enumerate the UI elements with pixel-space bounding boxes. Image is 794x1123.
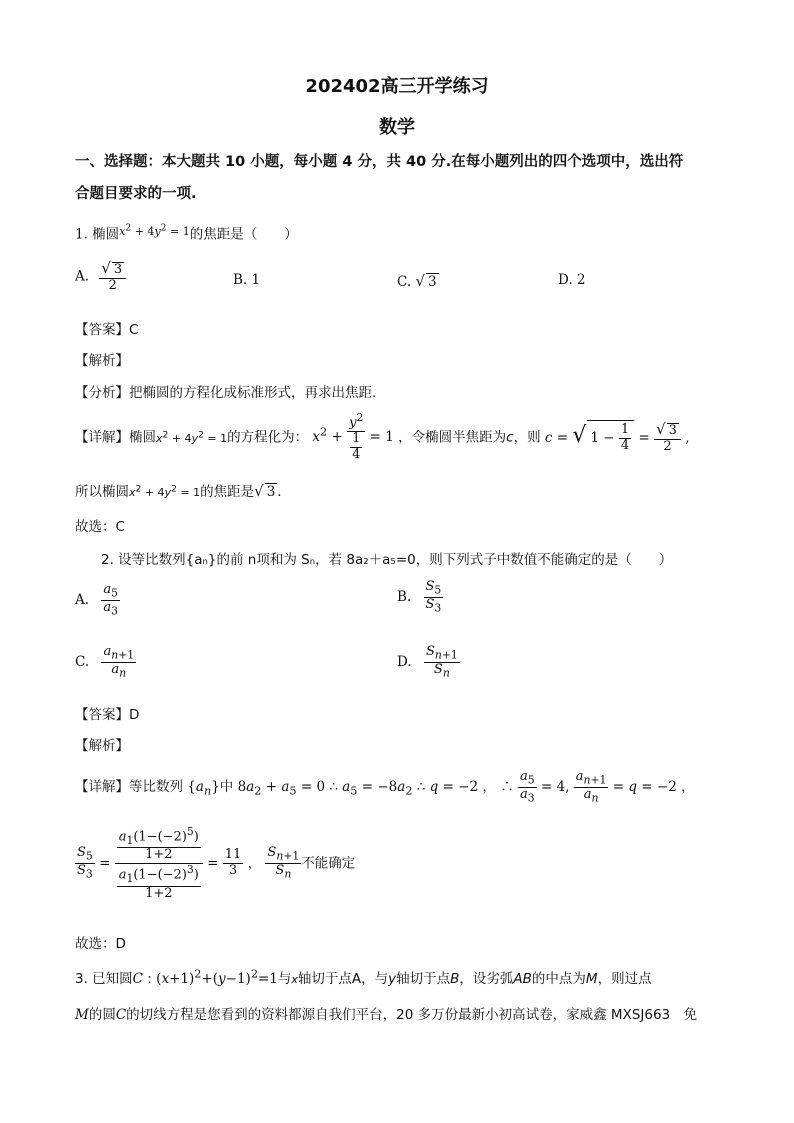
q1-analysis-tag: 【解析】 [75, 353, 129, 369]
q2-option-c: C. $\frac{a_{n+1}}{a_n}$ [75, 644, 135, 680]
q1-option-b: B. 1 [233, 272, 261, 288]
q1-stem: 1. 椭圆$^{x^2 + 4y^2 = 1}$的焦距是（ ） [75, 222, 298, 243]
q1-conclusion: 所以椭圆$x^2 + 4y^2 = 1$的焦距是√ 3 . [75, 482, 282, 500]
q1-option-d: D. 2 [558, 272, 586, 288]
q2-detail-formula: $\frac{S_5}{S_3}$ = $\frac{\frac{a_1(1-(-2)^5)}{1+2}}{\frac{a_1(1-(-2)^3)}{1+2}}$ = $\frac{11}{3}$ ， $\frac{S_{n+1}}{S_n}$ 不能确定 [77, 825, 356, 901]
section-heading-line1: 一、选择题：本大题共 10 小题，每小题 4 分，共 40 分.在每小题列出的四个选项中，选出符 [75, 154, 684, 170]
q2-option-d: D. $\frac{S_{n+1}}{S_n}$ [397, 644, 458, 680]
q1-fenxi: 【分析】把椭圆的方程化成标准形式，再求出焦距. [75, 385, 377, 401]
q2-answer: 【答案】D [75, 707, 140, 723]
q2-option-b: B. $\frac{S_5}{S_3}$ [397, 579, 442, 615]
q3-stem-line2: M的圆C的切线方程是您看到的资料都源自我们平台，20 多万份最新小初高试卷，家威鑫 MXSJ663 免 [75, 1007, 698, 1023]
page-title: 202402高三开学练习 [305, 76, 489, 97]
q3-stem-line1: 3. 已知圆C : $(x+1)^2+(y-1)^2=1$与x轴切于点A，与y轴切于点B，设劣弧AB的中点为M，则过点 [75, 967, 652, 987]
q1-option-a: A. $\frac{√ 3}{2}$ [75, 260, 126, 294]
page-subtitle: 数学 [379, 117, 415, 138]
q2-choice: 故选：D [75, 936, 126, 952]
q2-stem: 2. 设等比数列{aₙ}的前 n项和为 Sₙ，若 8a₂＋a₅=0，则下列式子中数值不能确定的是（ ） [101, 552, 673, 568]
q2-analysis-tag: 【解析】 [75, 738, 129, 754]
section-heading-line2: 合题目要求的一项. [75, 186, 197, 202]
q2-option-a: A. $\frac{a_5}{a_3}$ [75, 582, 118, 618]
q1-detail: 【详解】椭圆$x^2 + 4y^2 = 1$的方程化为： $x^2$ + $\frac{y^2}{\frac{1}{4}}$ = 1 ，令椭圆半焦距为c，则 c = √ 1 − $\frac{1}{4}$ = $\frac{√ 3}{2}$ , [75, 411, 690, 463]
q2-detail: 【详解】等比数列 $\{a_n\}$中 $8a_2 + a_5 = 0$ ∴ $a_5 = -8a_2$ ∴ q = −2 ， ∴ $\frac{a_5}{a_3}$ = 4, $\frac{a_{n+1}}{a_n}$ = q = −2 ， [75, 769, 695, 805]
q1-choice: 故选：C [75, 519, 125, 535]
q1-answer: 【答案】C [75, 322, 139, 338]
q1-option-c: C. √ 3 [397, 272, 437, 290]
